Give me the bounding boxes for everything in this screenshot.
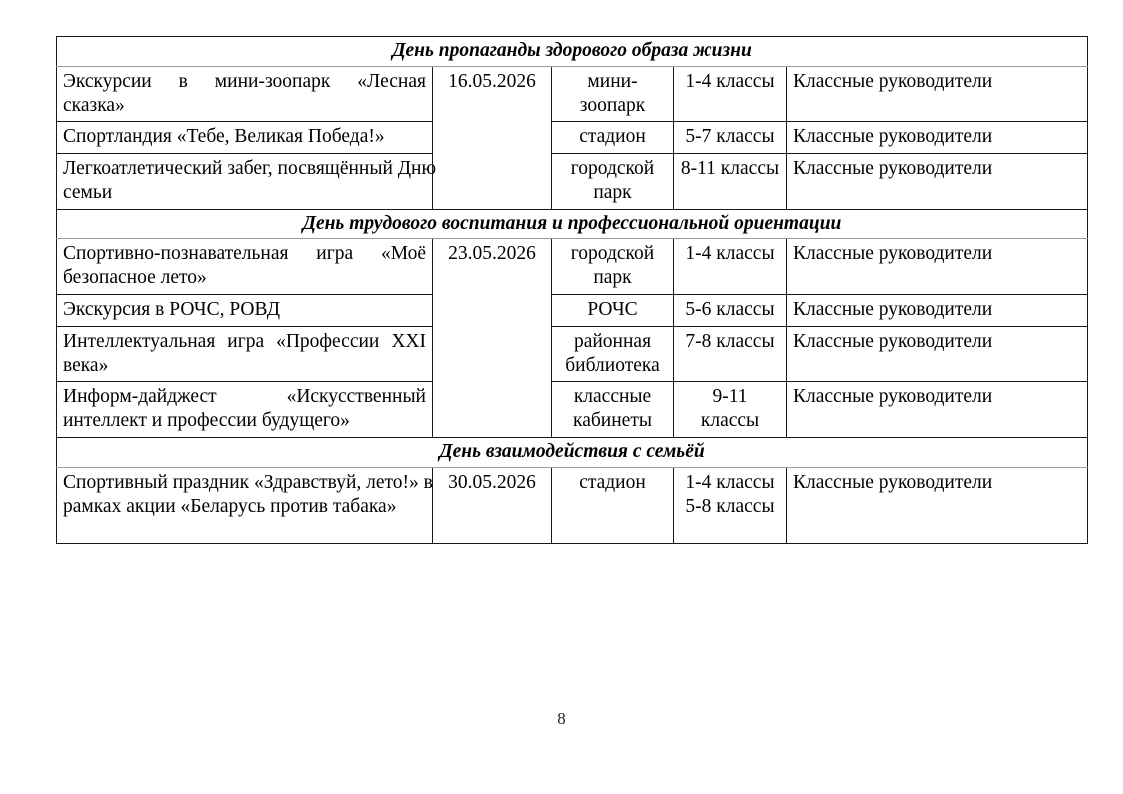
activity-line-2: века» [63, 354, 109, 376]
place-line-1: районная [573, 330, 652, 352]
grades-cell [674, 66, 787, 122]
place-line-2: парк [593, 181, 632, 203]
activity-line-1: Спортивно-познавательная игра «Моё [63, 243, 426, 265]
section-header-row [57, 209, 1088, 239]
grades-line-2: 5-8 классы [685, 495, 775, 517]
section-header-title: День пропаганды здорового образа жизни [57, 37, 1088, 67]
activity-cell [57, 122, 433, 154]
activity-cell [57, 66, 433, 122]
place-cell [552, 122, 674, 154]
grades-line-1: 9-11 [712, 386, 748, 408]
grades-line-2: классы [700, 410, 760, 432]
activity-line-1: Информ-дайджест «Искусственный [63, 386, 426, 408]
responsible-cell: Классные руководители [787, 122, 1088, 154]
date-cell: 16.05.2026 [433, 66, 552, 209]
activity-line-2: рамках акции «Беларусь против табака» [63, 495, 397, 517]
table-row [57, 326, 1088, 382]
table-row [57, 66, 1088, 122]
place-cell [552, 154, 674, 210]
activity-cell [57, 326, 433, 382]
responsible-cell: Классные руководители [787, 295, 1088, 327]
place-line-1: классные [573, 386, 652, 408]
place-cell [552, 66, 674, 122]
place-line-1: городской [570, 158, 655, 180]
place-line-2: кабинеты [573, 410, 652, 432]
activity-cell [57, 382, 433, 438]
grades-cell [674, 326, 787, 382]
place-cell [552, 295, 674, 327]
table-row [57, 467, 1088, 543]
section-header-row [57, 437, 1088, 467]
page-number: 8 [557, 709, 566, 728]
place-line-1: стадион [579, 471, 646, 493]
place-cell [552, 326, 674, 382]
table-row [57, 122, 1088, 154]
place-cell [552, 467, 674, 543]
responsible-cell: Классные руководители [787, 239, 1088, 295]
grades-cell [674, 154, 787, 210]
table-row [57, 295, 1088, 327]
responsible-cell: Классные руководители [787, 467, 1088, 543]
responsible-cell: Классные руководители [787, 326, 1088, 382]
section-header-row [57, 37, 1088, 67]
section-header-title: День взаимодействия с семьёй [57, 437, 1088, 467]
activity-cell [57, 239, 433, 295]
activity-line-1: Спортивный праздник «Здравствуй, лето!» в [63, 471, 433, 493]
place-line-1: мини- [587, 70, 638, 92]
grades-line-1: 8-11 классы [680, 158, 780, 180]
activity-cell [57, 154, 437, 210]
grades-cell [674, 467, 787, 543]
activity-line: Экскурсии в мини-зоопарк «Лесная сказка» [63, 70, 426, 116]
table-row [57, 154, 1088, 210]
activity-line-1: Интеллектуальная игра «Профессии XXI [63, 330, 426, 352]
grades-line-1: 1-4 классы [685, 471, 775, 493]
table-row [57, 382, 1088, 438]
grades-cell [674, 122, 787, 154]
activity-line-1: Легкоатлетический забег, посвящённый Дню [63, 158, 437, 180]
activity-line-2: семьи [63, 181, 113, 203]
schedule-table [56, 36, 1088, 544]
grades-line-1: 5-6 классы [685, 299, 775, 321]
responsible-cell: Классные руководители [787, 154, 1088, 210]
place-line-1: РОЧС [587, 299, 638, 321]
place-line-2: парк [593, 267, 632, 289]
place-cell [552, 239, 674, 295]
date-cell: 23.05.2026 [433, 239, 552, 437]
date-cell: 30.05.2026 [433, 467, 552, 543]
place-line-1: стадион [579, 126, 646, 148]
place-line-1: городской [570, 243, 655, 265]
responsible-cell: Классные руководители [787, 66, 1088, 122]
grades-cell [674, 239, 787, 295]
grades-line-1: 1-4 классы [685, 243, 775, 265]
activity-line: Экскурсия в РОЧС, РОВД [63, 299, 281, 321]
section-header-title: День трудового воспитания и профессиональной ориентации [57, 209, 1088, 239]
grades-cell [674, 382, 787, 438]
place-cell [552, 382, 674, 438]
grades-line-1: 1-4 классы [685, 70, 775, 92]
grades-cell [674, 295, 787, 327]
activity-cell [57, 467, 433, 543]
place-line-2: зоопарк [579, 94, 646, 116]
place-line-2: библиотека [565, 354, 660, 376]
responsible-cell: Классные руководители [787, 382, 1088, 438]
grades-line-1: 5-7 классы [685, 126, 775, 148]
grades-line-1: 7-8 классы [685, 330, 775, 352]
activity-cell [57, 295, 433, 327]
table-row [57, 239, 1088, 295]
activity-line: Спортландия «Тебе, Великая Победа!» [63, 126, 385, 148]
activity-line-2: интеллект и профессии будущего» [63, 410, 350, 432]
activity-line-2: безопасное лето» [63, 267, 207, 289]
